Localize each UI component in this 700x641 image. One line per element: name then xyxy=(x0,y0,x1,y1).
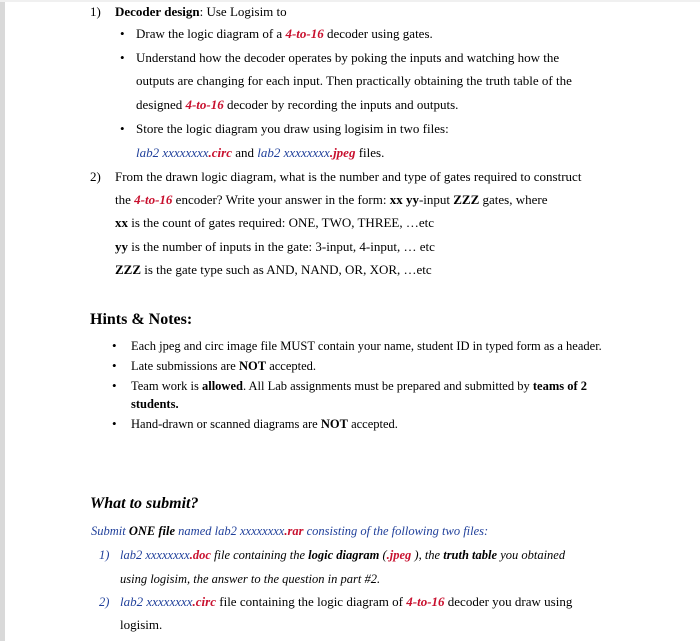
text-span: encoder? Write your answer in the form: xyxy=(172,192,390,207)
section1-title: Decoder design xyxy=(115,4,200,19)
section1-bullet-2-line1: Understand how the decoder operates by poking the inputs and watching how the xyxy=(136,50,560,65)
section1-bullet-2-line3 xyxy=(136,97,458,113)
section1-bullet-3-line2 xyxy=(136,145,384,161)
definition: is the gate type such as AND, NAND, OR, XOR, …etc xyxy=(141,262,432,277)
emphasis: allowed xyxy=(201,379,243,393)
bullet-dot: • xyxy=(120,121,125,136)
emphasis: truth table xyxy=(443,548,498,562)
text-span: Draw the logic diagram of a xyxy=(136,26,286,41)
text-span: Team work is xyxy=(131,379,202,393)
text-span: gates, where xyxy=(479,192,548,207)
text-span: named xyxy=(175,524,215,538)
section1-bullet-2-line2: outputs are changing for each input. Then practically obtaining the truth table of the xyxy=(136,73,572,88)
file-extension: .doc xyxy=(189,548,211,562)
left-edge-shadow xyxy=(0,0,5,641)
text-span: consisting of the following two files: xyxy=(303,524,489,538)
submit-intro xyxy=(91,523,488,539)
filename: lab2 xxxxxxxx xyxy=(120,594,193,609)
text-span: the xyxy=(115,192,135,207)
file-extension: .jpeg xyxy=(329,145,356,160)
term: xx xyxy=(115,215,128,230)
text-span: . All Lab assignments must be prepared and submitted by xyxy=(242,379,533,393)
section2-def-yy xyxy=(115,239,435,255)
text-span: file containing the xyxy=(210,548,309,562)
file-extension: .circ xyxy=(192,594,216,609)
section1-bullet-1 xyxy=(136,26,433,42)
section1-number: 1) xyxy=(90,4,101,19)
section2-line2 xyxy=(115,192,548,208)
text-span: Late submissions are xyxy=(131,359,239,373)
emphasis: NOT xyxy=(320,417,348,431)
filename: lab2 xxxxxxxx xyxy=(257,145,330,160)
text-span: accepted. xyxy=(347,417,398,431)
emphasis: NOT xyxy=(238,359,267,373)
definition: is the number of inputs in the gate: 3-input, 4-input, … etc xyxy=(128,239,435,254)
bullet-dot: • xyxy=(112,416,117,431)
text-span: ), the xyxy=(411,548,444,562)
submit-item-2-line2: logisim. xyxy=(120,617,163,632)
definition: is the count of gates required: ONE, TWO, THREE, …etc xyxy=(128,215,435,230)
section1-intro: : Use Logisim to xyxy=(199,4,287,19)
text-span: and xyxy=(232,145,258,160)
section2-def-zzz xyxy=(115,262,432,278)
submit-title: What to submit? xyxy=(90,495,199,512)
file-extension: .jpeg xyxy=(386,548,412,562)
section2-line1: From the drawn logic diagram, what is the number and type of gates required to construct xyxy=(115,169,582,184)
text-span: ( xyxy=(379,548,387,562)
filename: lab2 xxxxxxxx xyxy=(120,548,190,562)
hint-3-line2: students. xyxy=(131,397,179,411)
bullet-dot: • xyxy=(112,358,117,373)
submit-item-2-line1 xyxy=(120,594,572,610)
text-span: -input xyxy=(418,192,454,207)
highlight-4to16: 4-to-16 xyxy=(406,594,445,609)
submit-item-1-line2: using logisim, the answer to the question in part #2. xyxy=(120,572,381,586)
section2-def-xx xyxy=(115,215,434,231)
text-span: you obtained xyxy=(497,548,566,562)
bullet-dot: • xyxy=(112,338,117,353)
text-span: decoder using gates. xyxy=(323,26,433,41)
hint-4 xyxy=(131,416,398,432)
file-extension: .circ xyxy=(208,145,232,160)
highlight-4to16: 4-to-16 xyxy=(285,26,324,41)
bullet-dot: • xyxy=(112,378,117,393)
hint-2 xyxy=(131,358,316,374)
submit-item-1-number: 1) xyxy=(99,548,110,562)
answer-form-zzz: ZZZ xyxy=(453,192,480,207)
top-edge xyxy=(0,0,700,2)
answer-form-xx-yy: xx yy xyxy=(389,192,419,207)
bullet-dot: • xyxy=(120,50,125,65)
hints-title: Hints & Notes: xyxy=(90,311,193,328)
hint-1: Each jpeg and circ image file MUST contain your name, student ID in typed form as a header. xyxy=(131,339,602,353)
text-span: decoder you draw using xyxy=(444,594,573,609)
section2-number: 2) xyxy=(90,169,101,184)
filename: lab2 xxxxxxxx xyxy=(214,524,285,538)
highlight-4to16: 4-to-16 xyxy=(185,97,224,112)
text-span: files. xyxy=(355,145,385,160)
term: ZZZ xyxy=(115,262,142,277)
emphasis: teams of 2 xyxy=(532,379,588,393)
section1-heading xyxy=(115,4,287,20)
text-span: file containing the logic diagram of xyxy=(216,594,407,609)
hint-3-line1 xyxy=(131,378,587,394)
highlight-4to16: 4-to-16 xyxy=(134,192,173,207)
term: yy xyxy=(115,239,128,254)
text-span: Submit xyxy=(91,524,129,538)
bullet-dot: • xyxy=(120,26,125,41)
submit-item-2-number: 2) xyxy=(99,595,110,609)
text-span: accepted. xyxy=(266,359,317,373)
emphasis: ONE file xyxy=(128,524,176,538)
filename: lab2 xxxxxxxx xyxy=(136,145,209,160)
text-span: Hand-drawn or scanned diagrams are xyxy=(131,417,321,431)
text-span: designed xyxy=(136,97,186,112)
text-span: decoder by recording the inputs and outputs. xyxy=(223,97,459,112)
submit-item-1-line1 xyxy=(120,547,565,563)
section1-bullet-3-line1: Store the logic diagram you draw using logisim in two files: xyxy=(136,121,449,136)
emphasis: logic diagram xyxy=(308,548,380,562)
file-extension: .rar xyxy=(284,524,304,538)
